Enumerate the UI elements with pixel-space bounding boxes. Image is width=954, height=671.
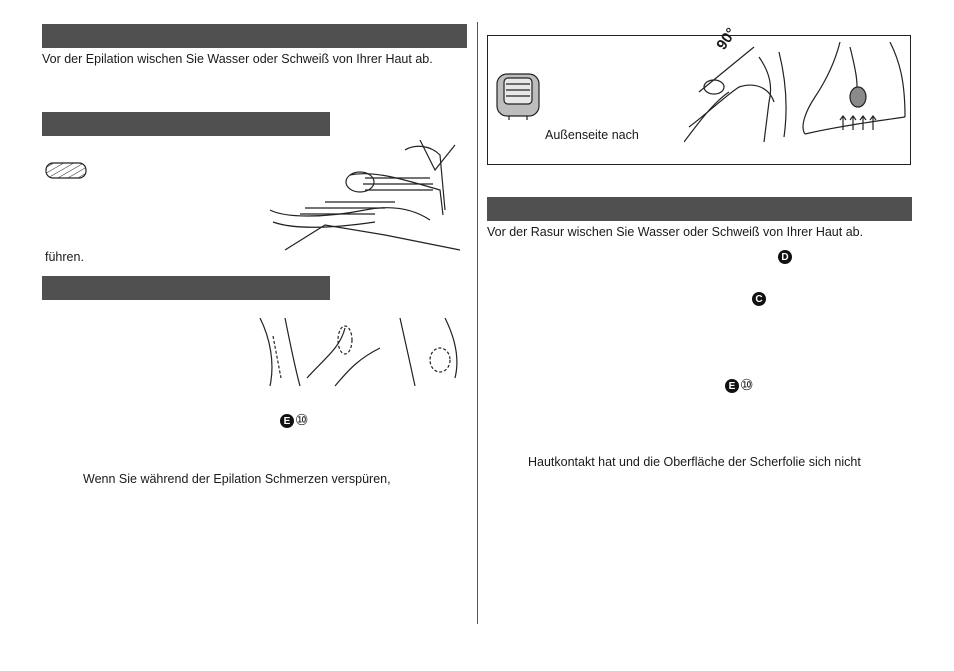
epilator-head-icon (495, 70, 543, 122)
badge-e-icon: E (280, 414, 294, 428)
body-areas-illustration (245, 318, 465, 388)
badge-c-icon: C (752, 292, 766, 306)
hatched-oval-icon (45, 162, 87, 180)
section-3-text: Wenn Sie während der Epilation Schmerzen verspüren, (83, 472, 391, 486)
leg-epilation-illustration (265, 140, 465, 255)
badge-d-icon: D (778, 250, 792, 264)
section-header-bar-3 (42, 276, 330, 300)
section-1-text: Vor der Epilation wischen Sie Wasser oder Schweiß von Ihrer Haut ab. (42, 52, 433, 66)
section-header-bar-1 (42, 24, 467, 48)
section-header-bar-2 (42, 112, 330, 136)
right-section-text: Vor der Rasur wischen Sie Wasser oder Schweiß von Ihrer Haut ab. (487, 225, 864, 239)
underarm-illustration (795, 42, 910, 137)
leg-angle-illustration (684, 42, 799, 152)
angle-label: 90° (713, 24, 741, 54)
section-2-text: führen. (45, 250, 84, 264)
boxed-caption: Außenseite nach (545, 128, 639, 142)
right-bottom-text: Hautkontakt hat und die Oberfläche der Scherfolie sich nicht (528, 455, 861, 469)
badge-number-10-right: ⑩ (740, 377, 754, 394)
section-header-bar-right (487, 197, 912, 221)
column-divider (477, 22, 478, 624)
badge-e-right-icon: E (725, 379, 739, 393)
badge-number-10: ⑩ (295, 412, 309, 429)
